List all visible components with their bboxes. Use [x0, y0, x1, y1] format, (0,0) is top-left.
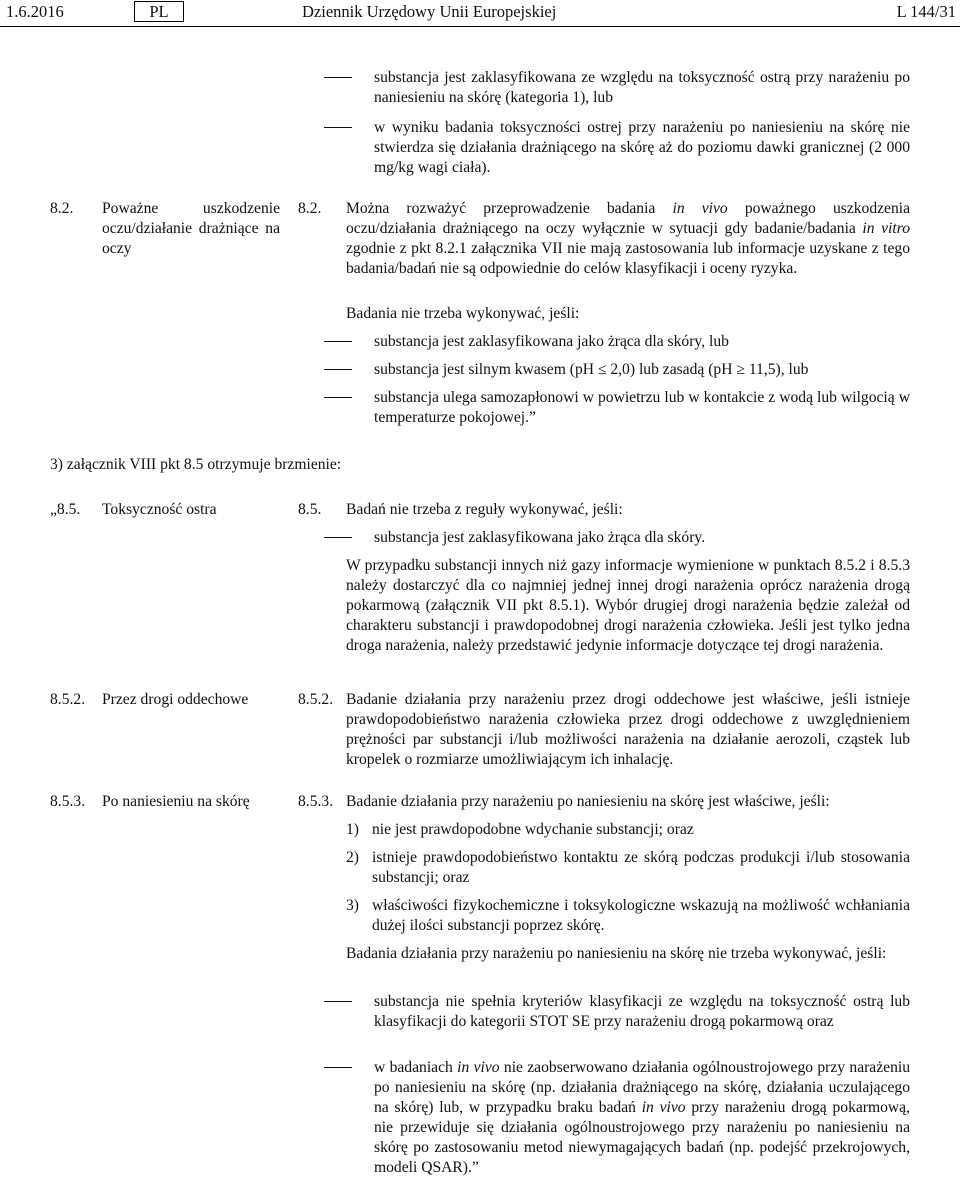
- dash-item: [324, 118, 910, 178]
- dash-mark: [324, 127, 352, 128]
- numbered-item: [346, 820, 910, 840]
- dash-item-text: substancja jest zaklasyfikowana jako żrąca dla skóry.: [374, 529, 706, 546]
- language-badge: PL: [134, 1, 184, 22]
- item-number: 2): [346, 849, 359, 866]
- section-label: Toksyczność ostra: [102, 501, 217, 518]
- section-paragraph: Badanie działania przy narażeniu przez drogi oddechowe jest właściwe, jeśli istnieje prawdopodobieństwo narażenia człowieka przez drogi oddechowe z uwzględnieniem prężności par substancji i/lub możliwości narażenia na działanie aerozoli, cząstek lub kropelek o rozmiarze umożliwiającym ich inhalację.: [346, 691, 910, 768]
- dash-item: [324, 68, 910, 108]
- dash-item-text: substancja ulega samozapłonowi w powietrzu lub w kontakcie z wodą lub wilgocią w temperaturze pokojowej.”: [374, 389, 910, 426]
- dash-mark: [324, 397, 352, 398]
- section-label: Po naniesieniu na skórę: [102, 793, 250, 810]
- item-text: właściwości fizykochemiczne i toksykologiczne wskazują na możliwość wchłaniania dużej ilości substancji poprzez skórę.: [372, 897, 910, 934]
- section-number: „8.5.: [50, 501, 81, 518]
- dash-item-text: substancja jest silnym kwasem (pH ≤ 2,0) lub zasadą (pH ≥ 11,5), lub: [374, 361, 809, 378]
- dash-item: [324, 528, 910, 548]
- dash-item: [324, 992, 910, 1032]
- section-number: 8.5.3.: [50, 793, 86, 810]
- section-label: Poważne uszkodzenie oczu/działanie drażniące na oczy: [102, 200, 280, 257]
- dash-item-text: substancja nie spełnia kryteriów klasyfikacji ze względu na toksyczność ostrą lub klasyfikacji do kategorii STOT SE przy narażeniu drogą pokarmową oraz: [374, 993, 910, 1030]
- section-number-right: 8.2.: [298, 200, 322, 217]
- dash-item-text: substancja jest zaklasyfikowana ze względu na toksyczność ostrą przy narażeniu po naniesieniu na skórę (kategoria 1), lub: [374, 69, 910, 106]
- item-text: istnieje prawdopodobieństwo kontaktu ze skórą podczas produkcji i/lub stosowania substancji; oraz: [372, 849, 910, 886]
- item-number: 3): [346, 897, 359, 914]
- numbered-item: [346, 848, 910, 888]
- dash-mark: [324, 1067, 352, 1068]
- dash-item: [324, 360, 910, 380]
- dash-item-text: substancja jest zaklasyfikowana jako żrąca dla skóry, lub: [374, 333, 729, 350]
- amendment-point: 3) załącznik VIII pkt 8.5 otrzymuje brzmienie:: [50, 456, 342, 473]
- page-reference: L 144/31: [896, 2, 956, 21]
- section-intro: Badania nie trzeba wykonywać, jeśli:: [346, 305, 580, 322]
- section-number: 8.5.2.: [50, 691, 86, 708]
- section-paragraph: Można rozważyć przeprowadzenie badania in vivo poważnego uszkodzenia oczu/działania drażniącego na oczy wyłącznie w sytuacji gdy badanie/badania in vitro zgodnie z pkt 8.2.1 załącznika VII nie mają zastosowania lub informacje uzyskane z tego badania/badań nie są odpowiednie do celów klasyfikacji i oceny ryzyka.: [346, 200, 911, 277]
- section-paragraph: Badania działania przy narażeniu po naniesieniu na skórę nie trzeba wykonywać, jeśli:: [346, 945, 887, 962]
- section-intro: Badań nie trzeba z reguły wykonywać, jeśli:: [346, 501, 623, 518]
- section-number-right: 8.5.: [298, 501, 322, 518]
- dash-mark: [324, 369, 352, 370]
- section-number-right: 8.5.2.: [298, 691, 334, 708]
- dash-mark: [324, 341, 352, 342]
- journal-title: Dziennik Urzędowy Unii Europejskiej: [302, 2, 557, 21]
- section-paragraph: W przypadku substancji innych niż gazy informacje wymienione w punktach 8.5.2 i 8.5.3 należy dostarczyć dla co najmniej jednej innej drogi narażenia oprócz narażenia drogą pokarmową (załącznik VII pkt 8.5.1). Wybór drugiej drogi narażenia będzie zależał od charakteru substancji i prawdopodobnej drogi narażenia człowieka. Jeśli jest tylko jedna droga narażenia, należy przedstawić jedynie informacje dotyczące tej drogi narażenia.: [346, 557, 910, 654]
- journal-header: [0, 0, 960, 27]
- section-intro: Badanie działania przy narażeniu po naniesieniu na skórę jest właściwe, jeśli:: [346, 793, 830, 810]
- numbered-item: [346, 896, 910, 936]
- dash-item-text: w wyniku badania toksyczności ostrej przy narażeniu po naniesieniu na skórę nie stwierdza się działania drażniącego na skórę aż do poziomu dawki granicznej (2 000 mg/kg wagi ciała).: [374, 119, 910, 176]
- dash-mark: [324, 1001, 352, 1002]
- section-label: Przez drogi oddechowe: [102, 691, 249, 708]
- dash-mark: [324, 77, 352, 78]
- section-number-right: 8.5.3.: [298, 793, 334, 810]
- item-text: nie jest prawdopodobne wdychanie substancji; oraz: [372, 821, 694, 838]
- dash-item: [324, 332, 910, 352]
- dash-mark: [324, 537, 352, 538]
- dash-item: [324, 388, 910, 428]
- section-number: 8.2.: [50, 200, 74, 217]
- dash-item: [324, 1058, 910, 1178]
- item-number: 1): [346, 821, 359, 838]
- dash-item-text: w badaniach in vivo nie zaobserwowano działania ogólnoustrojowego przy narażeniu po naniesieniu na skórę (np. działania drażniącego na skórę, działania uczulającego na skórę) lub, w przypadku braku badań in vivo przy narażeniu drogą pokarmową, nie przewiduje się działania ogólnoustrojowego przy narażeniu po naniesieniu na skórę po zastosowaniu metod niewymagających badań (np. podejść przekrojowych, modeli QSAR).”: [374, 1059, 911, 1176]
- header-date: 1.6.2016: [6, 2, 64, 21]
